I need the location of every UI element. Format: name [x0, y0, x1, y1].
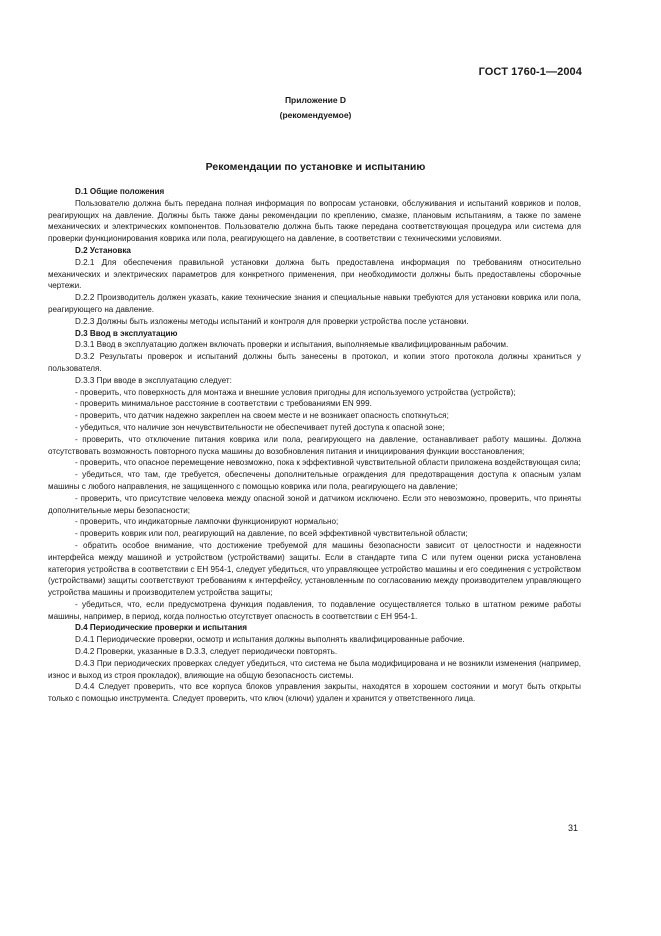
paragraph: D.4.2 Проверки, указанные в D.3.3, следует периодически повторять. — [75, 647, 338, 657]
paragraph: - проверить, что присутствие человека между опасной зоной и датчиком исключено. Если это невозможно, проверить, что приняты дополнительные меры безопасности; — [48, 493, 581, 515]
section-heading: D.3 Ввод в эксплуатацию — [75, 328, 178, 338]
paragraph: - убедиться, что там, где требуется, обеспечены дополнительные ограждения для предотвращения доступа к опасным узлам машины с любого направления, не защищенного с помощью коврика или пола, реагирующего на давление; — [48, 470, 581, 491]
paragraph: - проверить, что опасное перемещение невозможно, пока к эффективной чувствительной области приложена воздействующая сила; — [75, 458, 581, 468]
paragraph: D.4.4 Следует проверить, что все корпуса блоков управления закрыты, находятся в хорошем состоянии и могут быть открыты только с помощью инструмента. Следует проверить, что ключ (ключи) удален и хранится у ответственного лица. — [48, 682, 581, 704]
paragraph: - проверить коврик или пол, реагирующий на давление, по всей эффективной чувствительной области; — [75, 529, 468, 539]
paragraph: - проверить, что отключение питания коврика или пола, реагирующего на давление, останавливает работу машины. Должна отсутствовать возможность повторного пуска машины до возобновления питания и инициирования функции восстановления; — [48, 434, 581, 456]
paragraph: - проверить минимальное расстояние в соответствии с требованиями EN 999. — [75, 399, 372, 409]
paragraph: D.2.2 Производитель должен указать, какие технические знания и специальные навыки требуются для установки коврика или пола, реагирующего на давление. — [48, 293, 581, 314]
paragraph: D.3.1 Ввод в эксплуатацию должен включать проверки и испытания, выполняемые квалифицированным рабочим. — [75, 340, 509, 350]
paragraph: Пользователю должна быть передана полная информация по вопросам установки, обслуживания и испытаний ковриков и полов, реагирующих на давление. Должны быть также даны рекомендации по креплению, смазке, плановым испытаниям, а также по замене механических и электрических компонентов. Пользователю должна быть также передана соответствующая процедура или система для проверки функционирования коврика или пола, реагирующего на давление, в соответствии с техническими условиями. — [48, 198, 581, 244]
section-heading: D.4 Периодические проверки и испытания — [75, 623, 247, 633]
paragraph: D.2.3 Должны быть изложены методы испытаний и контроля для проверки устройства после установки. — [75, 316, 469, 326]
paragraph: - убедиться, что наличие зон нечувствительности не обеспечивает путей доступа к опасной зоне; — [75, 422, 445, 432]
paragraph: - проверить, что датчик надежно закреплен на своем месте и не возникает опасность споткнуться; — [75, 411, 449, 421]
paragraph: D.3.3 При вводе в эксплуатацию следует: — [75, 375, 232, 385]
annex-heading — [0, 93, 631, 123]
document-body — [48, 186, 581, 705]
paragraph: D.3.2 Результаты проверок и испытаний должны быть занесены в протокол, и копии этого протокола должны храниться у пользователя. — [48, 352, 581, 373]
page-number: 31 — [567, 823, 578, 833]
paragraph: D.2.1 Для обеспечения правильной установки должна быть предоставлена информация по требованиям относительно механических и электрических параметров для конкретного применения, при необходимости должны быть предоставлены сборочные чертежи. — [48, 257, 581, 291]
document-title: Рекомендации по установке и испытанию — [205, 161, 426, 173]
section-heading: D.2 Установка — [75, 245, 131, 255]
paragraph: D.4.1 Периодические проверки, осмотр и испытания должны выполнять квалифицированные рабочие. — [75, 635, 465, 645]
paragraph: - убедиться, что, если предусмотрена функция подавления, то подавление осуществляется только в штатном режиме работы машины, например, в период, когда полностью отсутствует опасность в соответствии с ЕН 954-1. — [48, 599, 581, 621]
paragraph: D.4.3 При периодических проверках следует убедиться, что система не была модифицирована и не возникли изменения (например, износ и выход из строя прокладок), влияющие на общую безопасность системы. — [48, 658, 581, 680]
standard-number: ГОСТ 1760-1—2004 — [478, 66, 582, 78]
section-heading: D.1 Общие положения — [75, 187, 165, 196]
annex-title: Приложение D — [284, 95, 347, 105]
paragraph: - проверить, что индикаторные лампочки функционируют нормально; — [75, 517, 339, 527]
annex-subtitle: (рекомендуемое) — [279, 110, 352, 120]
paragraph: - обратить особое внимание, что достижение требуемой для машины безопасности зависит от целостности и надежности интерфейса между машиной и устройством (устройствами) защиты. Если в стандарте типа С или путем оценки риска установлена категория устройства в соответствии с ЕН 954-1, следует убедиться, что управляющее устройство машины и его соединения с устройством (устройствами) защиты соответствуют требованиям к интерфейсу, установленным по согласованию между производителем управляющего устройства машины и производителем устройства защиты; — [48, 540, 581, 598]
paragraph: - проверить, что поверхность для монтажа и внешние условия пригодны для используемого устройства (устройств); — [75, 387, 516, 397]
